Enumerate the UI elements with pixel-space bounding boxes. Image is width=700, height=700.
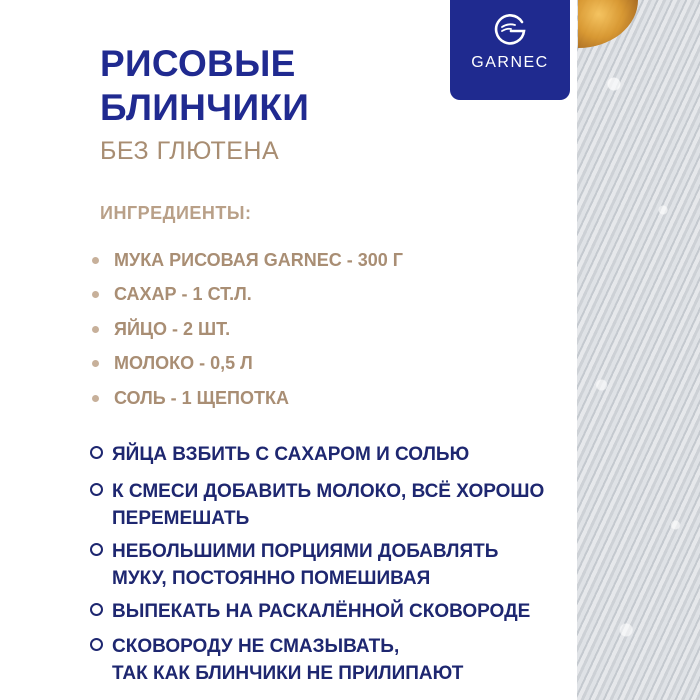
step-text: ЯЙЦА ВЗБИТЬ С САХАРОМ И СОЛЬЮ xyxy=(112,444,470,465)
step-text: СКОВОРОДУ НЕ СМАЗЫВАТЬ, ТАК КАК БЛИНЧИКИ НЕ ПРИЛИПАЮТ xyxy=(112,636,464,684)
circle-bullet-icon xyxy=(90,446,103,459)
ingredient-text: ЯЙЦО - 2 ШТ. xyxy=(114,318,231,339)
brand-logo xyxy=(450,0,570,100)
circle-bullet-icon xyxy=(90,638,103,651)
bullet-dot-icon xyxy=(92,360,99,367)
step-text: К СМЕСИ ДОБАВИТЬ МОЛОКО, ВСЁ ХОРОШО ПЕРЕМЕШАТЬ xyxy=(112,481,545,529)
title-line-1: РИСОВЫЕ xyxy=(100,43,296,84)
circle-bullet-icon xyxy=(90,483,103,496)
bullet-dot-icon xyxy=(92,395,99,402)
ingredient-item xyxy=(92,312,403,347)
ingredient-text: МУКА РИСОВАЯ GARNEC - 300 Г xyxy=(114,249,403,270)
circle-bullet-icon xyxy=(90,603,103,616)
ingredient-item xyxy=(92,347,403,382)
ingredient-item xyxy=(92,278,403,313)
step-item xyxy=(90,441,570,468)
ingredient-text: МОЛОКО - 0,5 Л xyxy=(114,353,253,374)
step-item xyxy=(90,538,570,592)
rice-flour-texture xyxy=(577,0,700,700)
brand-name: GARNEC xyxy=(471,54,549,71)
step-item xyxy=(90,633,570,687)
step-text: НЕБОЛЬШИМИ ПОРЦИЯМИ ДОБАВЛЯТЬ МУКУ, ПОСТОЯННО ПОМЕШИВАЯ xyxy=(112,541,499,589)
recipe-title xyxy=(100,42,309,130)
ingredients-heading: ИНГРЕДИЕНТЫ: xyxy=(100,203,252,223)
garnec-g-logo-icon xyxy=(493,12,527,46)
bullet-dot-icon xyxy=(92,291,99,298)
bullet-dot-icon xyxy=(92,326,99,333)
step-item xyxy=(90,478,570,532)
bullet-dot-icon xyxy=(92,257,99,264)
circle-bullet-icon xyxy=(90,543,103,556)
ingredient-item xyxy=(92,381,403,416)
title-line-2: БЛИНЧИКИ xyxy=(100,87,310,128)
step-item xyxy=(90,598,570,625)
ingredients-list xyxy=(92,243,403,416)
step-text: ВЫПЕКАТЬ НА РАСКАЛЁННОЙ СКОВОРОДЕ xyxy=(112,601,531,622)
ingredient-item xyxy=(92,243,403,278)
recipe-subtitle: БЕЗ ГЛЮТЕНА xyxy=(100,137,280,165)
ingredient-text: СОЛЬ - 1 ЩЕПОТКА xyxy=(114,387,289,408)
ingredient-text: САХАР - 1 СТ.Л. xyxy=(114,284,252,305)
